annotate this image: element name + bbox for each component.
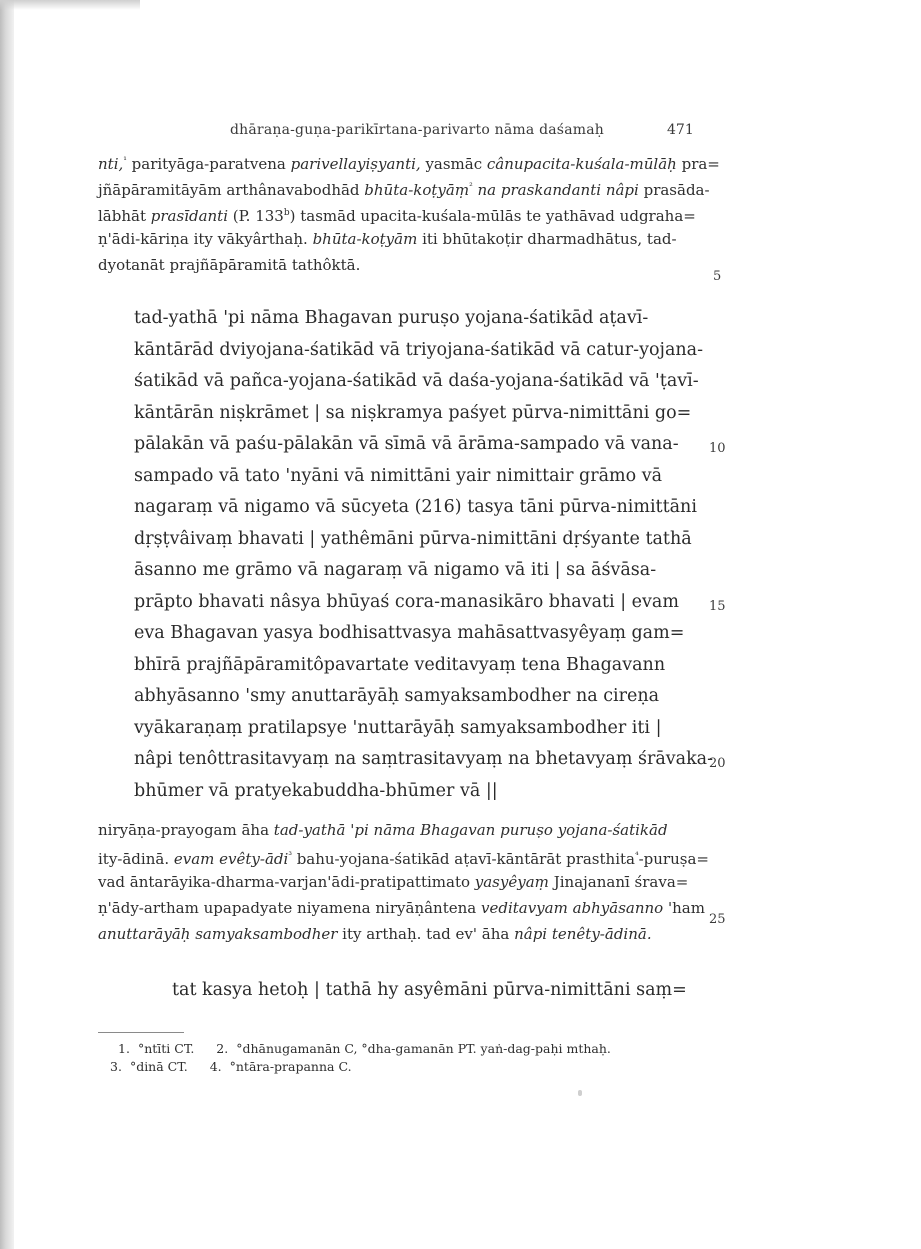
text-run: prasāda-	[638, 181, 710, 199]
margin-line-number: 10	[709, 441, 726, 456]
footnote-row	[118, 1040, 629, 1058]
commentary-line	[98, 843, 709, 869]
commentary-line	[98, 252, 698, 278]
sutra-line: vyākaraṇaṃ pratilapsye 'nuttarāyāḥ samyaksambodher iti |	[134, 717, 662, 738]
text-run: bahu-yojana-śatikād aṭavī-kāntārāt prasthita	[291, 850, 635, 868]
sutra-text-block	[134, 303, 714, 807]
text-run: -puruṣa=	[638, 850, 709, 868]
sutra-line: pālakān vā paśu-pālakān vā sīmā vā ārāma-sampado vā vana-	[134, 434, 679, 454]
commentary-line	[98, 817, 698, 843]
sutra-line: sampado vā tato 'nyāni vā nimittāni yair nimittair grāmo vā	[134, 465, 663, 486]
italic-text: bhūta-koṭyāṃ	[364, 181, 470, 199]
commentary-line	[98, 200, 698, 226]
sutra-line: nâpi tenôttrasitavyaṃ na saṃtrasitavyaṃ na bhetavyaṃ śrāvaka-	[134, 749, 714, 769]
footnote-marker: ³	[288, 851, 292, 861]
sutra-line: tad-yathā 'pi nāma Bhagavan puruṣo yojana-śatikād aṭavī-	[134, 308, 649, 328]
italic-text: tad-yathā 'pi nāma Bhagavan puruṣo yojana-śatikād	[273, 821, 668, 839]
footnote-row	[110, 1058, 629, 1076]
footnote: 4. °ntāra-prapanna C.	[209, 1059, 352, 1074]
italic-text: anuttarāyāḥ samyaksambodher	[98, 925, 338, 943]
commentary-line	[98, 921, 698, 947]
italic-text: prasīdanti	[150, 207, 228, 225]
text-run: niryāṇa-prayogam āha	[98, 821, 274, 839]
text-run: ity-ādinā.	[98, 850, 174, 868]
text-run: ity arthaḥ. tad ev' āha	[337, 925, 515, 943]
text-run: (P. 133	[228, 207, 284, 225]
margin-line-number: 5	[713, 269, 722, 284]
text-run: ) tasmād upacita-kuśala-mūlās te yathāvad udgraha=	[289, 207, 696, 225]
italic-text: nti,	[98, 155, 124, 173]
italic-text: nâpi tenêty-ādinā.	[514, 925, 652, 943]
italic-text: evam	[173, 850, 215, 868]
italic-text: cânupacita-kuśala-mūlāḥ	[486, 155, 677, 173]
commentary-line	[98, 226, 698, 252]
footnote-marker: ¹	[123, 156, 127, 166]
sutra-line: dṛṣṭvâivaṃ bhavati | yathêmāni pūrva-nimittāni dṛśyante tathā	[134, 528, 692, 549]
footnote-rule	[98, 1032, 184, 1033]
margin-line-number: 25	[709, 912, 726, 927]
italic-text: parivellayiṣyanti,	[290, 155, 421, 173]
footnote-marker: b	[283, 208, 290, 218]
running-head: dhāraṇa-guṇa-parikīrtana-parivarto nāma daśamaḥ	[230, 122, 604, 138]
margin-line-number: 20	[709, 756, 726, 771]
text-run: dyotanāt prajñāpāramitā tathôktā.	[98, 256, 361, 274]
sutra-line: kāntārād dviyojana-śatikād vā triyojana-śatikād vā catur-yojana-	[134, 339, 703, 360]
sutra-line: prāpto bhavati nâsya bhūyaś cora-manasikāro bhavati | evam	[134, 591, 679, 612]
text-run: ṇ'ādy-artham upapadyate niyamena niryāṇântena	[98, 899, 481, 917]
sutra-line: eva Bhagavan yasya bodhisattvasya mahāsattvasyêyaṃ gam=	[134, 623, 685, 643]
footnote-marker: ²	[469, 182, 473, 192]
commentary-line	[98, 148, 720, 174]
italic-text: veditavyam abhyāsanno	[480, 899, 664, 917]
commentary-line	[98, 174, 710, 200]
footnotes	[110, 1040, 629, 1076]
footnote-marker: ⁴	[634, 851, 639, 861]
margin-line-number: 15	[709, 599, 726, 614]
page-number: 471	[667, 122, 694, 138]
sutra-line: bhūmer vā pratyekabuddha-bhūmer vā ||	[134, 780, 498, 801]
scan-speck	[578, 1090, 582, 1096]
sutra-final-line: tat kasya hetoḥ | tathā hy asyêmāni pūrva-nimittāni saṃ=	[172, 980, 687, 1000]
commentary-block-2	[98, 817, 709, 947]
text-run: ṇ'ādi-kāriṇa ity vākyârthaḥ.	[98, 230, 313, 248]
sutra-line: śatikād vā pañca-yojana-śatikād vā daśa-yojana-śatikād vā 'ṭavī-	[134, 371, 699, 391]
sutra-line: kāntārān niṣkrāmet | sa niṣkramya paśyet pūrva-nimittāni go=	[134, 402, 692, 423]
sutra-line: āsanno me grāmo vā nagaraṃ vā nigamo vā iti | sa āśvāsa-	[134, 560, 657, 580]
italic-text: nâpi	[605, 181, 639, 199]
footnote: 2. °dhānugamanān C, °dha-gamanān PT. yaṅ-dag-paḥi mthaḥ.	[216, 1041, 611, 1056]
text-run: yasmāc	[420, 155, 487, 173]
footnote: 3. °dinā CT.	[110, 1059, 188, 1074]
sutra-line: abhyāsanno 'smy anuttarāyāḥ samyaksambodher na cireṇa	[134, 686, 660, 706]
commentary-block-1	[98, 148, 720, 278]
italic-text: evêty-ādi	[219, 850, 289, 868]
italic-text: bhūta-koṭyām	[312, 230, 418, 248]
footnote: 1. °ntīti CT.	[118, 1041, 195, 1056]
text-run: pra=	[676, 155, 720, 173]
sutra-line: bhīrā prajñāpāramitôpavartate veditavyaṃ tena Bhagavann	[134, 654, 666, 675]
text-run: 'ham	[663, 899, 705, 917]
commentary-line	[98, 895, 705, 921]
sutra-line: nagaraṃ vā nigamo vā sūcyeta (216) tasya tāni pūrva-nimittāni	[134, 497, 697, 517]
text-run: jñāpāramitāyām arthânavabodhād	[98, 181, 365, 199]
text-run: Jinajananī śrava=	[548, 873, 689, 891]
scan-edge-shadow	[0, 0, 14, 1249]
text-run: lābhāt	[98, 207, 151, 225]
italic-text: na praskandanti	[477, 181, 602, 199]
italic-text: yasyêyaṃ	[474, 873, 549, 891]
text-run: iti bhūtakoṭir dharmadhātus, tad-	[417, 230, 677, 248]
commentary-line	[98, 869, 698, 895]
scan-edge-top-shadow	[0, 0, 140, 10]
text-run: vad āntarāyika-dharma-varjan'ādi-pratipattimato	[98, 873, 475, 891]
text-run: parityāga-paratvena	[126, 155, 291, 173]
